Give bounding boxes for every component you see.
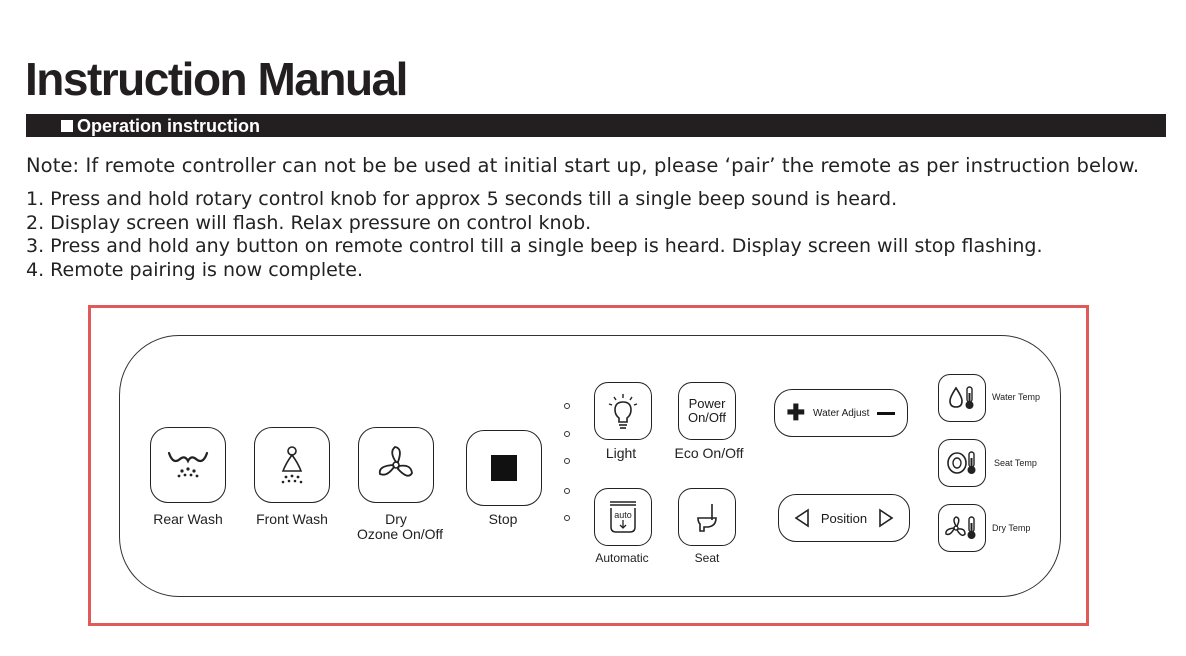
- rear-wash-label: Rear Wash: [153, 511, 223, 527]
- plus-icon[interactable]: ✚: [786, 400, 806, 425]
- page-title: Instruction Manual: [25, 53, 407, 105]
- stop-square-icon: [491, 455, 517, 481]
- pairing-note: Note: If remote controller can not be be used at initial start up, please ‘pair’ the remote as per instruction below.: [26, 154, 1140, 177]
- indicator-dot: [564, 431, 570, 437]
- dry-temp-label: Dry Temp: [992, 523, 1031, 533]
- rear-wash-icon: [163, 445, 213, 485]
- dry-temp-icon: [944, 513, 980, 543]
- seat-temp-label: Seat Temp: [994, 458, 1037, 468]
- power-label: Power: [688, 396, 726, 411]
- power-on-off-label: On/Off: [687, 410, 727, 425]
- eco-label: Eco On/Off: [674, 445, 744, 461]
- right-arrow-icon[interactable]: [877, 508, 895, 528]
- step-item: 1. Press and hold rotary control knob for approx 5 seconds till a single beep sound is heard.: [26, 188, 898, 210]
- rear-wash-button[interactable]: [150, 427, 226, 503]
- automatic-button[interactable]: [594, 488, 652, 546]
- square-bullet-icon: [61, 120, 73, 132]
- light-button[interactable]: [594, 382, 652, 440]
- step-item: 3. Press and hold any button on remote control till a single beep is heard. Display screen will stop flashing.: [26, 235, 1043, 257]
- position-label: Position: [820, 510, 868, 526]
- dry-temp-button[interactable]: [938, 504, 986, 552]
- minus-icon[interactable]: [877, 412, 895, 415]
- indicator-dot: [564, 488, 570, 494]
- position-control[interactable]: [778, 494, 910, 542]
- pairing-steps: [26, 188, 1043, 282]
- auto-icon-text: auto: [614, 510, 632, 520]
- front-wash-label: Front Wash: [256, 511, 328, 527]
- automatic-label: Automatic: [595, 551, 649, 565]
- dry-button[interactable]: [358, 427, 434, 503]
- water-adjust-control[interactable]: [774, 389, 908, 437]
- seat-button[interactable]: [678, 488, 736, 546]
- step-item: 2. Display screen will flash. Relax pressure on control knob.: [26, 211, 592, 234]
- stop-button[interactable]: [466, 430, 542, 506]
- seat-temp-button[interactable]: [938, 439, 986, 487]
- seat-icon: [692, 500, 722, 534]
- indicator-dot: [564, 515, 570, 521]
- indicator-dot: [564, 403, 570, 409]
- indicator-dot: [564, 458, 570, 464]
- stop-label: Stop: [488, 511, 518, 527]
- water-temp-button[interactable]: [938, 374, 986, 422]
- front-wash-button[interactable]: [254, 427, 330, 503]
- ozone-label: Ozone On/Off: [356, 526, 444, 542]
- water-temp-icon: [945, 383, 979, 413]
- power-eco-button[interactable]: [678, 382, 736, 440]
- seat-label: Seat: [694, 551, 720, 565]
- front-wash-icon: [272, 443, 312, 487]
- left-arrow-icon[interactable]: [793, 508, 811, 528]
- water-temp-label: Water Temp: [992, 392, 1041, 402]
- water-adjust-label: Water Adjust: [813, 407, 870, 419]
- seat-temp-icon: [944, 448, 980, 478]
- light-bulb-icon: [606, 392, 640, 430]
- light-label: Light: [605, 445, 637, 461]
- section-header-bar: [26, 114, 1166, 137]
- fan-icon: [373, 442, 419, 488]
- step-item: 4. Remote pairing is now complete.: [26, 258, 363, 281]
- section-title: Operation instruction: [77, 116, 261, 136]
- dry-label: Dry: [385, 511, 407, 527]
- automatic-icon: [606, 499, 640, 535]
